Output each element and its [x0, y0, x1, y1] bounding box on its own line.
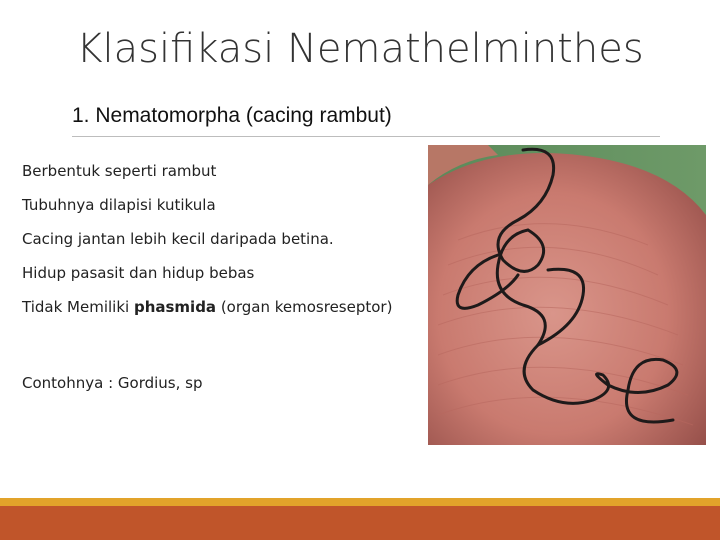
hairworm-photo [428, 145, 706, 445]
footer-accent-bar [0, 498, 720, 506]
bullet-item: Tubuhnya dilapisi kutikula [22, 196, 216, 214]
footer-bar [0, 506, 720, 540]
bullet-item: Hidup pasasit dan hidup bebas [22, 264, 255, 282]
bullet-list [22, 160, 422, 330]
slide-title: Klasifikasi Nemathelminthes [76, 26, 644, 72]
bullet-item [22, 296, 422, 330]
bullet-item: Berbentuk seperti rambut [22, 162, 217, 180]
subtitle-divider [72, 136, 660, 137]
slide-subtitle: 1. Nematomorpha (cacing rambut) [72, 104, 392, 127]
bullet-text: Tidak Memiliki [22, 298, 134, 316]
bullet-bold-term: phasmida [133, 298, 217, 316]
example-text: Contohnya : Gordius, sp [22, 374, 203, 392]
bullet-item: Cacing jantan lebih kecil daripada betina. [22, 230, 334, 248]
bullet-text: (organ kemosreseptor) [216, 298, 393, 316]
